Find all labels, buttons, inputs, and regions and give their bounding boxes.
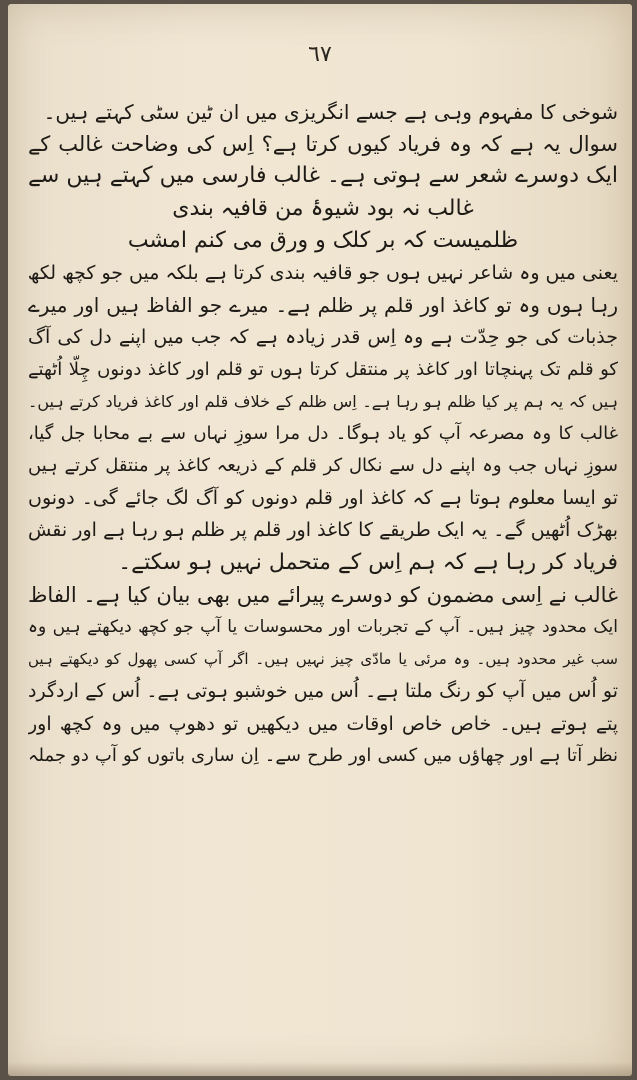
page-body-text [28, 96, 618, 772]
text-line: تو اُس میں آپ کو رنگ ملتا ہے۔ اُس میں خوشبو ہوتی ہے۔ اُس کے اردگرد [28, 680, 618, 703]
text-line: یعنی میں وہ شاعر نہیں ہوں جو قافیہ بندی کرتا ہے بلکہ میں جو کچھ لکھ [28, 261, 618, 284]
book-page [8, 4, 632, 1076]
text-line: ایک دوسرے شعر سے ہوتی ہے۔ غالب فارسی میں کہتے ہیں سے [28, 163, 618, 189]
text-line: سوال یہ ہے کہ وہ فریاد کیوں کرتا ہے؟ اِس کی وضاحت غالب کے [28, 132, 618, 157]
page-bottom-edge [8, 1062, 632, 1076]
text-line: سب غیر محدود ہیں۔ وہ مرئی یا مادّی چیز نہیں ہیں۔ اگر آپ کسی پھول کو دیکھتے ہیں [28, 650, 618, 669]
text-line: شوخی کا مفہوم وہی ہے جسے انگریزی میں ان ٹین سٹی کہتے ہیں۔ [43, 100, 618, 124]
text-line: کو قلم تک پہنچاتا اور کاغذ پر منتقل کرتا ہوں تو قلم اور کاغذ دونوں چِلّا اُٹھتے [28, 358, 618, 380]
text-line: ایک محدود چیز ہیں۔ آپ کے تجربات اور محسوسات یا آپ جو کچھ دیکھتے ہیں وہ [28, 617, 618, 637]
text-line: غالب نے اِسی مضمون کو دوسرے پیرائے میں بھی بیان کیا ہے۔ الفاظ [28, 582, 618, 607]
page-number: ٦٧ [308, 42, 332, 67]
text-line: بھڑک اُٹھیں گے۔ یہ ایک طریقے کا کاغذ اور قلم پر ظلم ہو رہا ہے اور نقش [28, 519, 618, 542]
text-line: ہیں کہ یہ ہم پر کیا ظلم ہو رہا ہے۔ اِس ظلم کے خلاف قلم اور کاغذ فریاد کرتے ہیں۔ [28, 391, 618, 411]
text-line: فریاد کر رہا ہے کہ ہم اِس کے متحمل نہیں ہو سکتے۔ [118, 549, 618, 575]
text-line: سوزِ نہاں جب وہ اپنے دل سے نکال کر قلم کے ذریعہ کاغذ پر منتقل کرتے ہیں [28, 455, 618, 477]
text-line: پتے ہوتے ہیں۔ خاص خاص اوقات میں دیکھیں تو دھوپ میں وہ کچھ اور [28, 712, 618, 735]
text-line: جذبات کی جو حِدّت ہے وہ اِس قدر زیادہ ہے کہ جب میں اپنے دل کی آگ [28, 326, 618, 349]
verse-line: ظلمیست کہ بر کلک و ورق می کنم امشب [127, 227, 519, 253]
text-line: رہا ہوں وہ تو کاغذ اور قلم پر ظلم ہے۔ میرے جو الفاظ ہیں اور میرے [28, 293, 618, 318]
text-line: غالب کا وہ مصرعہ آپ کو یاد ہوگا۔ دل مرا سوزِ نہاں سے بے محابا جل گیا، [28, 422, 618, 444]
verse-line: غالب نہ بود شیوۂ من قافیہ بندی [172, 195, 474, 221]
text-line: تو ایسا معلوم ہوتا ہے کہ کاغذ اور قلم دونوں کو آگ لگ جائے گی۔ دونوں [28, 487, 618, 510]
text-line: نظر آتا ہے اور چھاؤں میں کسی اور طرح سے۔ اِن ساری باتوں کو آپ دو جملہ [28, 744, 618, 766]
